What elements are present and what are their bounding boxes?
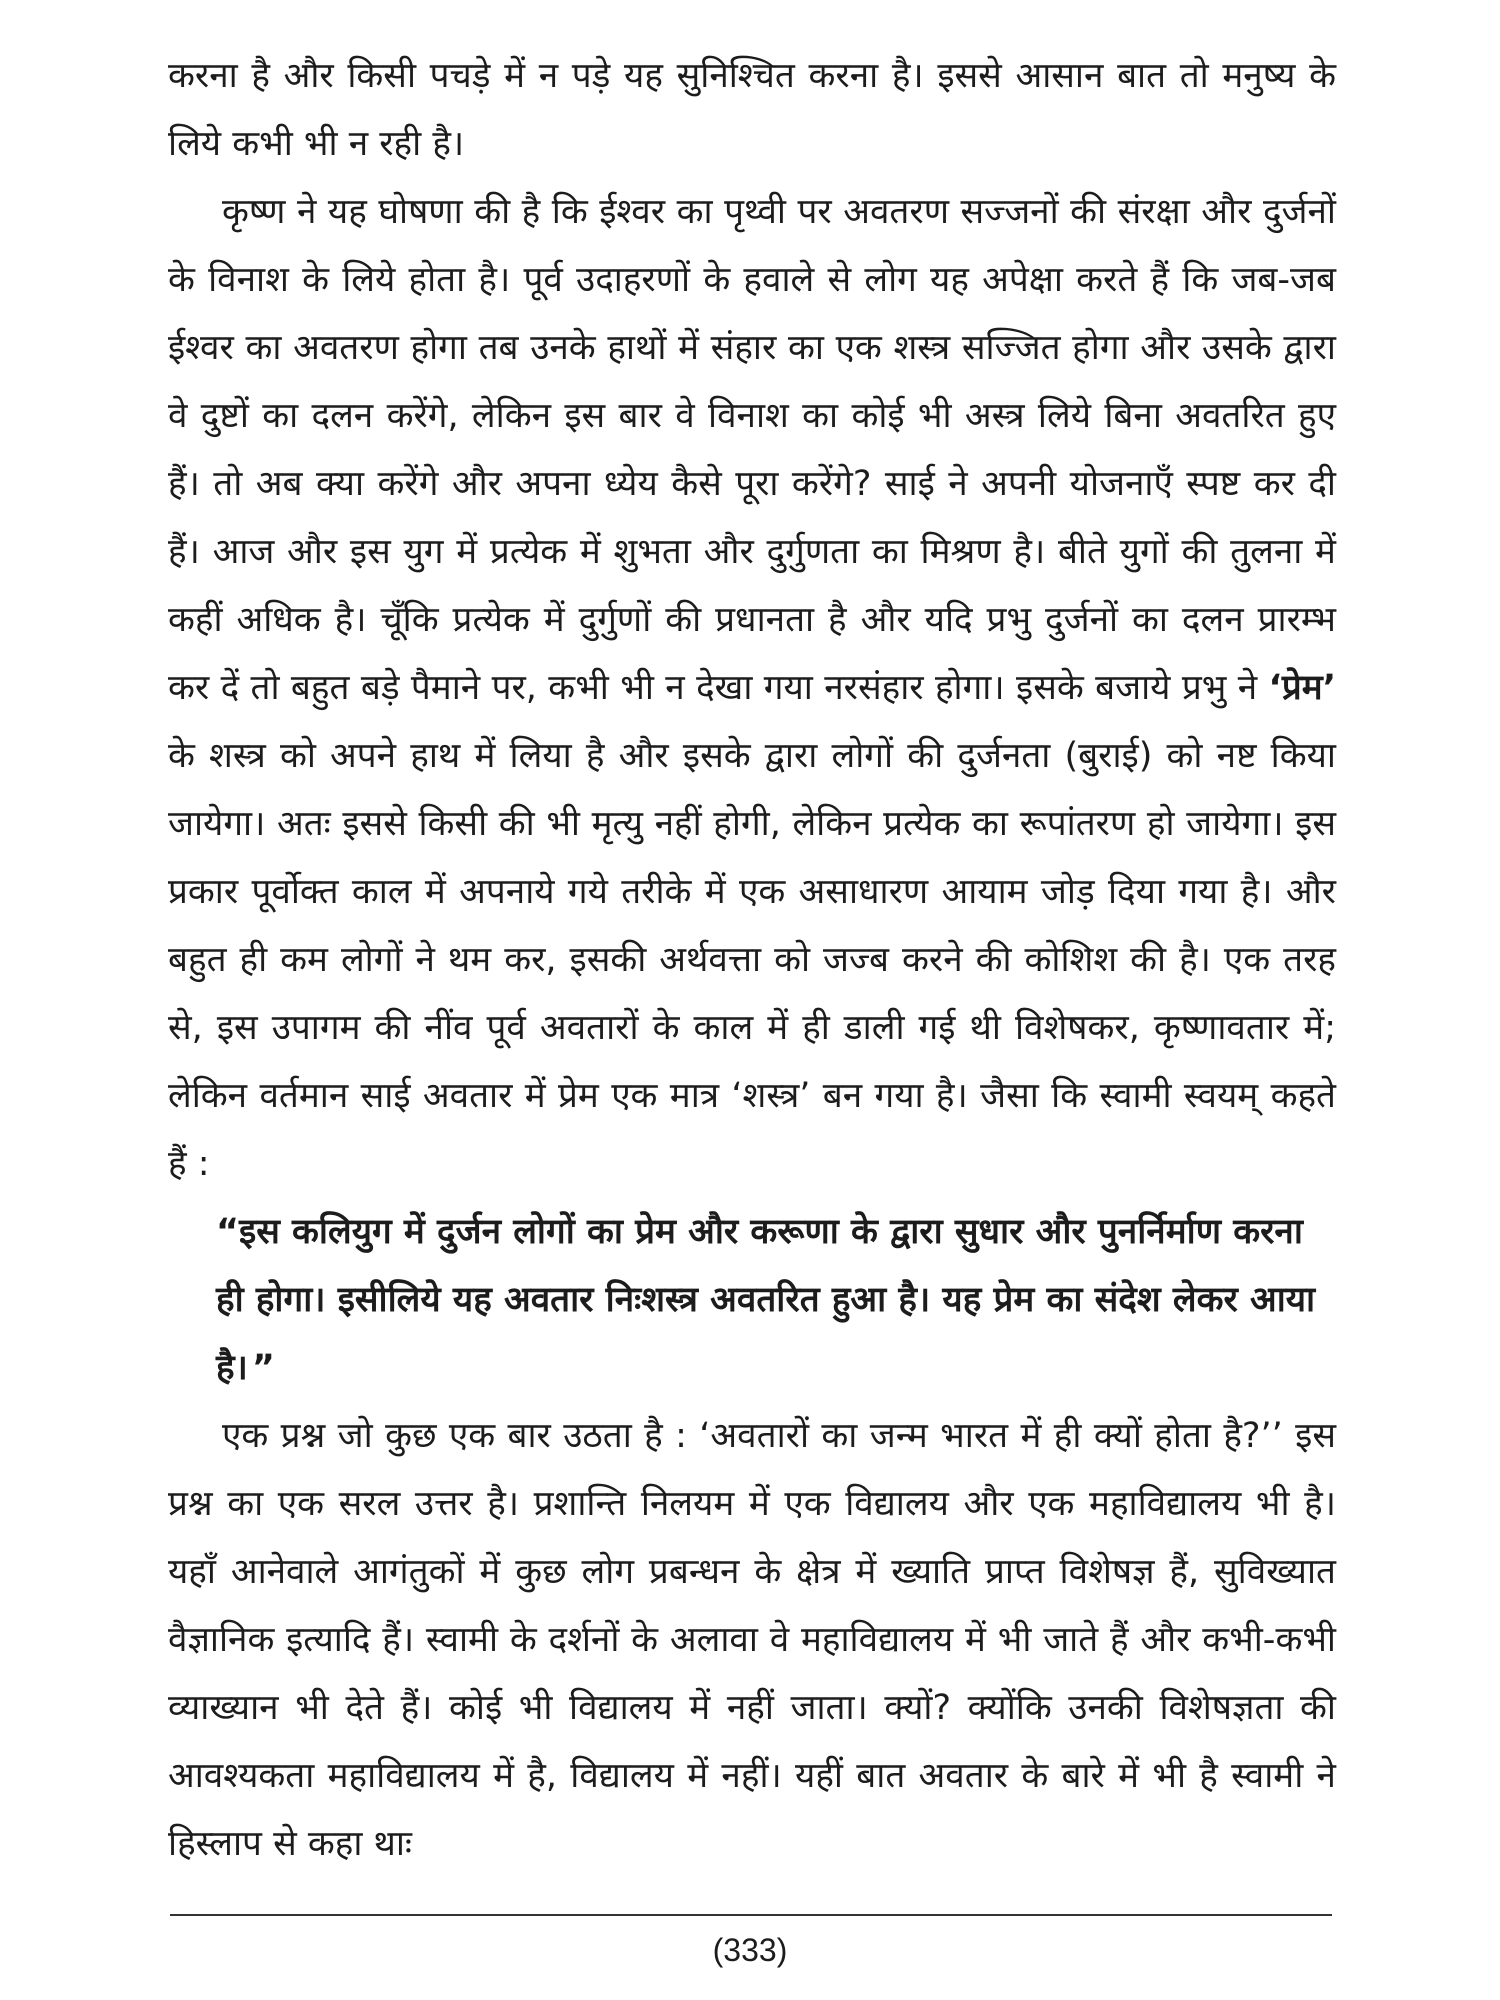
paragraph-question: एक प्रश्न जो कुछ एक बार उठता है : ‘अवतारों का जन्म भारत में ही क्यों होता है?’’ इस प्रश्न का एक सरल उत्तर है। प्रशान्ति निलयम में एक विद्यालय और एक महाविद्यालय भी है। यहाँ आनेवाले आगंतुकों में कुछ लोग प्रबन्धन के क्षेत्र में ख्याति प्राप्त विशेषज्ञ हैं, सुविख्यात वैज्ञानिक इत्यादि हैं। स्वामी के दर्शनों के अलावा वे महाविद्यालय में भी जाते हैं और कभी-कभी व्याख्यान भी देते हैं। कोई भी विद्यालय में नहीं जाता। क्यों? क्योंकि उनकी विशेषज्ञता की आवश्यकता महाविद्यालय में है, विद्यालय में नहीं। यहीं बात अवतार के बारे में भी है स्वामी ने हिस्लाप से कहा थाः xyxy=(168,1416,1336,1864)
paragraph-text-part-2: के शस्त्र को अपने हाथ में लिया है और इसके द्वारा लोगों की दुर्जनता (बुराई) को नष्ट किया जायेगा। अतः इससे किसी की भी मृत्यु नहीं होगी, लेकिन प्रत्येक का रूपांतरण हो जायेगा। इस प्रकार पूर्वोक्त काल में अपनाये गये तरीके में एक असाधारण आयाम जोड़ दिया गया है। और बहुत ही कम लोगों ने थम कर, इसकी अर्थवत्ता को जज्ब करने की कोशिश की है। एक तरह से, इस उपागम की नींव पूर्व अवतारों के काल में ही डाली गई थी विशेषकर, कृष्णावतार में; लेकिन वर्तमान साई अवतार में प्रेम एक मात्र ‘शस्त्र’ बन गया है। जैसा कि स्वामी स्वयम् कहते हैं : xyxy=(168,736,1336,1184)
emphasized-word-prem: ‘प्रेम’ xyxy=(1268,668,1336,708)
paragraph-avatar-mission xyxy=(168,178,1336,1198)
footer-divider xyxy=(170,1914,1332,1916)
block-quote xyxy=(216,1198,1336,1402)
page-number: (333) xyxy=(712,1932,788,1968)
quote-close-mark: ” xyxy=(251,1348,275,1388)
paragraph-continuation: करना है और किसी पचड़े में न पड़े यह सुनिश्चित करना है। इससे आसान बात तो मनुष्य के लिये कभी भी न रही है। xyxy=(168,56,1336,164)
quote-text: इस कलियुग में दुर्जन लोगों का प्रेम और करूणा के द्वारा सुधार और पुनर्निर्माण करना ही होगा। इसीलिये यह अवतार निःशस्त्र अवतरित हुआ है। यह प्रेम का संदेश लेकर आया है। xyxy=(216,1212,1316,1388)
quote-open-mark: “ xyxy=(216,1212,240,1252)
paragraph-text-part-1: कृष्ण ने यह घोषणा की है कि ईश्वर का पृथ्वी पर अवतरण सज्जनों की संरक्षा और दुर्जनों के विनाश के लिये होता है। पूर्व उदाहरणों के हवाले से लोग यह अपेक्षा करते हैं कि जब-जब ईश्वर का अवतरण होगा तब उनके हाथों में संहार का एक शस्त्र सज्जित होगा और उसके द्वारा वे दुष्टों का दलन करेंगे, लेकिन इस बार वे विनाश का कोई भी अस्त्र लिये बिना अवतरित हुए हैं। तो अब क्या करेंगे और अपना ध्येय कैसे पूरा करेंगे? साई ने अपनी योजनाएँ स्पष्ट कर दी हैं। आज और इस युग में प्रत्येक में शुभता और दुर्गुणता का मिश्रण है। बीते युगों की तुलना में कहीं अधिक है। चूँकि प्रत्येक में दुर्गुणों की प्रधानता है और यदि प्रभु दुर्जनों का दलन प्रारम्भ कर दें तो बहुत बड़े पैमाने पर, कभी भी न देखा गया नरसंहार होगा। इसके बजाये प्रभु ने xyxy=(168,192,1336,708)
body-text xyxy=(168,42,1336,1878)
